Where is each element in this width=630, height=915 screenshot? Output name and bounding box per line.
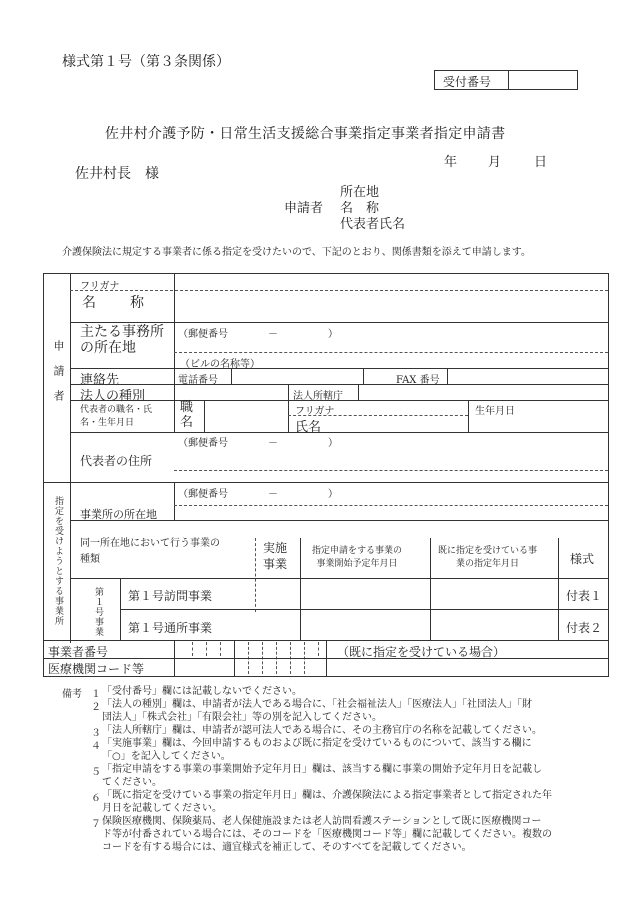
- applicant-role-label: 申請者: [284, 201, 324, 216]
- rep-name-label: 氏名: [295, 420, 322, 435]
- applicant-representative-label: 代表者氏名: [340, 217, 406, 232]
- business-section-label: 指定を受けようとする事業所: [53, 496, 63, 626]
- date-year: 年: [444, 155, 458, 170]
- form-reference: 様式第１号（第３条関係）: [62, 54, 230, 70]
- application-table: [43, 273, 609, 677]
- remark-number: １: [91, 689, 101, 700]
- fax-label: FAX 番号: [396, 375, 440, 386]
- main-office-label: 主たる事務所 の所在地: [80, 324, 164, 356]
- remark-item: 「実施事業」欄は、今回申請するものおよび既に指定を受けているものについて、該当する欄に 「○」を記入してください。: [102, 738, 532, 762]
- medical-code-label: 医療機関コード等: [48, 662, 145, 676]
- furigana-label: フリガナ: [80, 281, 120, 292]
- birthdate-label: 生年月日: [475, 406, 515, 417]
- remark-number: ２: [91, 702, 101, 713]
- representative-info-label: 代表者の職名・氏 名・生年月日: [80, 405, 153, 428]
- same-location-header: 同一所在地において行う事業の 種類: [80, 538, 220, 565]
- operator-number-note: （既に指定を受けている場合）: [337, 645, 506, 659]
- applicant-section-label: 申請者: [52, 340, 65, 415]
- start-date-header: 指定申請をする事業の 事業開始予定年月日: [312, 546, 403, 569]
- addressee: 佐井村長 様: [75, 166, 159, 182]
- format-header: 様式: [570, 552, 595, 566]
- remark-number: ７: [91, 819, 101, 830]
- main-office-postal: （郵便番号 － ）: [178, 329, 338, 340]
- office-address-label: 事業所の所在地: [80, 508, 157, 521]
- intro-text: 介護保険法に規定する事業者に係る指定を受けたいので、下記のとおり、関係書類を添えて申請します。: [62, 247, 531, 258]
- building-name-label: （ビルの名称等）: [180, 359, 260, 370]
- receipt-number-box: [434, 70, 578, 90]
- rep-furigana-label: フリガナ: [295, 406, 335, 417]
- implemented-header: 実施 事業: [263, 541, 288, 571]
- remarks-label: 備考: [62, 689, 82, 700]
- remark-number: ３: [91, 728, 101, 739]
- office-address-postal: （郵便番号 － ）: [178, 489, 338, 500]
- existing-date-header: 既に指定を受けている事 業の指定年月日: [438, 546, 538, 569]
- applicant-address-label: 所在地: [340, 185, 380, 200]
- title-label: 職 名: [180, 400, 194, 430]
- name-label: 名 称: [82, 295, 146, 311]
- remark-item: 「受付番号」欄には記載しないでください。: [102, 686, 302, 697]
- applicant-name-label: 名 称: [340, 201, 380, 216]
- rep-address-label: 代表者の住所: [80, 454, 153, 468]
- business-row-visit-format: 付表１: [566, 589, 603, 603]
- document-title: 佐井村介護予防・日常生活支援総合事業指定事業者指定申請書: [105, 126, 506, 142]
- remark-number: ４: [91, 741, 101, 752]
- receipt-number-label: 受付番号: [443, 75, 492, 89]
- date-day: 日: [534, 155, 548, 170]
- corp-type-label: 法人の種別: [80, 389, 146, 404]
- contact-label: 連絡先: [80, 373, 120, 388]
- rep-address-postal: （郵便番号 － ）: [178, 438, 338, 449]
- business-row-daycare-format: 付表２: [566, 621, 603, 635]
- first-tier-business-label: 第１号事業: [93, 587, 103, 637]
- date-month: 月: [488, 155, 502, 170]
- remark-item: 「法人の種別」欄は、申請者が法人である場合に、「社会福祉法人」「医療法人」「社団法人」「財 団法人」「株式会社」「有限会社」等の別を記入してください。: [102, 699, 532, 723]
- remark-item: 保険医療機関、保険薬局、老人保健施設または老人訪問看護ステーションとして既に医療機関コー ド等が付番されている場合には、そのコードを「医療機関コード等」欄に記載してください。複数の コードを有する場合には、適宜様式を補正して、そのすべてを記載してください。: [102, 816, 552, 853]
- phone-label: 電話番号: [178, 375, 218, 386]
- corp-authority-label: 法人所轄庁: [293, 391, 343, 402]
- remark-number: ５: [91, 767, 101, 778]
- remark-item: 「既に指定を受けている事業の指定年月日」欄は、介護保険法による指定事業者として指定された年 月日を記載してください。: [102, 790, 552, 814]
- business-row-visit: 第１号訪問事業: [128, 589, 213, 603]
- remark-number: ６: [91, 793, 101, 804]
- business-row-daycare: 第１号通所事業: [128, 621, 213, 635]
- remark-item: 「法人所轄庁」欄は、申請者が認可法人である場合に、その主務官庁の名称を記載してください。: [102, 725, 542, 736]
- remark-item: 「指定申請をする事業の事業開始予定年月日」欄は、該当する欄に事業の開始予定年月日を記載し てください。: [102, 764, 542, 788]
- operator-number-label: 事業者番号: [48, 645, 109, 659]
